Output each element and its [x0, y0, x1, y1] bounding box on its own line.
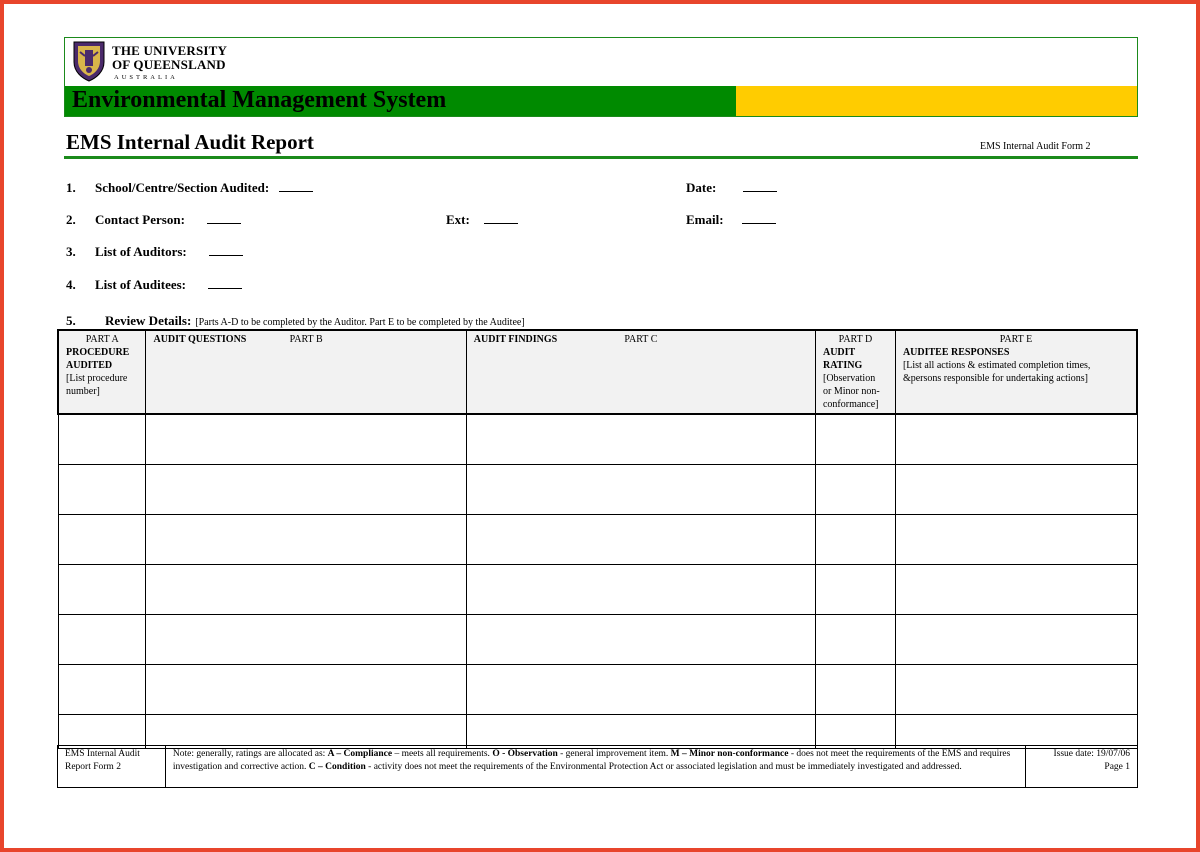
- rating-m-label: M – Minor non-conformance: [670, 749, 789, 759]
- email-input[interactable]: [742, 212, 776, 224]
- cell-procedure[interactable]: [58, 464, 146, 514]
- footer-page-number: Page 1: [1104, 761, 1130, 772]
- cell-procedure[interactable]: [58, 414, 146, 464]
- cell-rating[interactable]: [815, 714, 895, 748]
- field-5-number: 5.: [66, 313, 76, 328]
- col-part-a-desc1: [List procedure: [66, 373, 128, 384]
- footer-form-name: [58, 746, 166, 788]
- cell-finding[interactable]: [466, 514, 815, 564]
- cell-procedure[interactable]: [58, 714, 146, 748]
- cell-rating[interactable]: [815, 414, 895, 464]
- col-part-e: [895, 330, 1137, 414]
- table-row: [58, 664, 1137, 714]
- footer-rating-note: [165, 746, 1025, 788]
- rating-a-label: A – Compliance: [327, 749, 393, 759]
- table-row: [58, 614, 1137, 664]
- auditors-input[interactable]: [209, 244, 243, 256]
- title-band-yellow: [736, 86, 1137, 116]
- col-part-e-desc1: [List all actions & estimated completion times,: [902, 360, 1091, 371]
- university-name-line2: OF QUEENSLAND: [112, 57, 226, 72]
- rating-m-text: - does not meet the requirements of the EMS and requires investigation and corrective action.: [172, 749, 1011, 772]
- system-title: Environmental Management System: [72, 87, 447, 113]
- cell-response[interactable]: [895, 564, 1137, 614]
- field-auditees-label: List of Auditees:: [95, 277, 186, 292]
- field-school-audited: [95, 180, 313, 196]
- field-auditors: [95, 244, 243, 260]
- field-contact-person: [95, 212, 241, 228]
- review-details-label: Review Details:: [105, 313, 192, 328]
- field-auditors-label: List of Auditors:: [95, 244, 187, 259]
- school-audited-input[interactable]: [279, 180, 313, 192]
- footer-note-intro: Note: generally, ratings are allocated as:: [172, 749, 328, 759]
- cell-procedure[interactable]: [58, 614, 146, 664]
- field-4-number: 4.: [66, 277, 76, 292]
- col-part-a: [58, 330, 146, 414]
- cell-rating[interactable]: [815, 614, 895, 664]
- rating-o-text: - general improvement item.: [557, 749, 671, 759]
- contact-person-input[interactable]: [207, 212, 241, 224]
- field-1-number: 1.: [66, 180, 76, 195]
- col-part-d-desc3: conformance]: [822, 399, 879, 410]
- col-part-d-title2: RATING: [822, 360, 863, 371]
- col-part-d-desc2: or Minor non-: [822, 386, 880, 397]
- field-email-label: Email:: [686, 212, 724, 227]
- rating-o-label: O - Observation: [492, 749, 558, 759]
- col-part-d-desc1: [Observation: [822, 373, 876, 384]
- cell-response[interactable]: [895, 414, 1137, 464]
- col-part-d: [815, 330, 895, 414]
- cell-rating[interactable]: [815, 514, 895, 564]
- cell-question[interactable]: [146, 714, 466, 748]
- field-school-audited-label: School/Centre/Section Audited:: [95, 180, 270, 195]
- footer-form-name-line1: EMS Internal Audit: [65, 749, 140, 759]
- cell-rating[interactable]: [815, 464, 895, 514]
- col-part-b-title: AUDIT QUESTIONS: [153, 334, 247, 345]
- field-2-number: 2.: [66, 212, 76, 227]
- footer-issue-date: Issue date: 19/07/06: [1053, 749, 1130, 759]
- field-3-number: 3.: [66, 244, 76, 259]
- page-footer: [57, 745, 1138, 788]
- col-part-a-title1: PROCEDURE: [66, 347, 130, 358]
- col-part-d-title1: AUDIT: [822, 347, 856, 358]
- footer-form-name-line2: Report Form 2: [65, 761, 121, 772]
- col-part-a-label: PART A: [85, 334, 119, 345]
- cell-rating[interactable]: [815, 564, 895, 614]
- cell-finding[interactable]: [466, 664, 815, 714]
- field-date: [686, 180, 777, 196]
- table-row: [58, 464, 1137, 514]
- cell-question[interactable]: [146, 564, 466, 614]
- cell-finding[interactable]: [466, 414, 815, 464]
- title-rule: [64, 156, 1138, 159]
- col-part-a-title2: AUDITED: [66, 360, 113, 371]
- footer-issue-info: [1026, 746, 1138, 788]
- auditees-input[interactable]: [208, 277, 242, 289]
- col-part-b-label: PART B: [289, 334, 323, 345]
- field-auditees: [95, 277, 242, 293]
- table-row: [58, 714, 1137, 748]
- audit-table: [57, 329, 1138, 749]
- cell-question[interactable]: [146, 414, 466, 464]
- cell-question[interactable]: [146, 664, 466, 714]
- col-part-a-desc2: number]: [66, 386, 100, 397]
- university-crest-icon: [72, 40, 106, 82]
- audit-table-header: [58, 330, 1137, 414]
- cell-procedure[interactable]: [58, 514, 146, 564]
- col-part-c-title: AUDIT FINDINGS: [473, 334, 558, 345]
- report-title: EMS Internal Audit Report: [66, 130, 314, 154]
- cell-response[interactable]: [895, 614, 1137, 664]
- cell-procedure[interactable]: [58, 564, 146, 614]
- rating-c-label: C – Condition: [308, 761, 366, 772]
- col-part-e-title: AUDITEE RESPONSES: [902, 347, 1010, 358]
- form-code: EMS Internal Audit Form 2: [980, 141, 1091, 152]
- rating-c-text: - activity does not meet the requirements of the Environmental Protection Act or associated legislation and must be immediately investigated and addressed.: [365, 761, 962, 772]
- col-part-c: [466, 330, 815, 414]
- field-date-label: Date:: [686, 180, 717, 195]
- field-ext: [446, 212, 518, 228]
- university-name-line1: THE UNIVERSITY: [112, 43, 228, 58]
- cell-response[interactable]: [895, 714, 1137, 748]
- col-part-e-label: PART E: [999, 334, 1033, 345]
- field-ext-label: Ext:: [446, 212, 470, 227]
- col-part-c-label: PART C: [624, 334, 658, 345]
- university-logo: [72, 40, 232, 84]
- field-review-details: [105, 313, 525, 329]
- rating-a-text: – meets all requirements.: [392, 749, 493, 759]
- cell-response[interactable]: [895, 464, 1137, 514]
- field-contact-person-label: Contact Person:: [95, 212, 185, 227]
- field-email: [686, 212, 776, 228]
- col-part-d-label: PART D: [838, 334, 873, 345]
- cell-response[interactable]: [895, 514, 1137, 564]
- table-row: [58, 564, 1137, 614]
- cell-finding[interactable]: [466, 614, 815, 664]
- cell-question[interactable]: [146, 464, 466, 514]
- cell-finding[interactable]: [466, 714, 815, 748]
- col-part-b: [146, 330, 466, 414]
- cell-question[interactable]: [146, 614, 466, 664]
- university-country: AUSTRALIA: [114, 74, 178, 81]
- cell-finding[interactable]: [466, 464, 815, 514]
- date-input[interactable]: [743, 180, 777, 192]
- table-row: [58, 414, 1137, 464]
- table-row: [58, 514, 1137, 564]
- cell-question[interactable]: [146, 514, 466, 564]
- review-details-note: [Parts A-D to be completed by the Auditor. Part E to be completed by the Auditee]: [195, 317, 525, 328]
- cell-finding[interactable]: [466, 564, 815, 614]
- cell-procedure[interactable]: [58, 664, 146, 714]
- cell-response[interactable]: [895, 664, 1137, 714]
- col-part-e-desc2: &persons responsible for undertaking actions]: [902, 373, 1088, 384]
- ext-input[interactable]: [484, 212, 518, 224]
- cell-rating[interactable]: [815, 664, 895, 714]
